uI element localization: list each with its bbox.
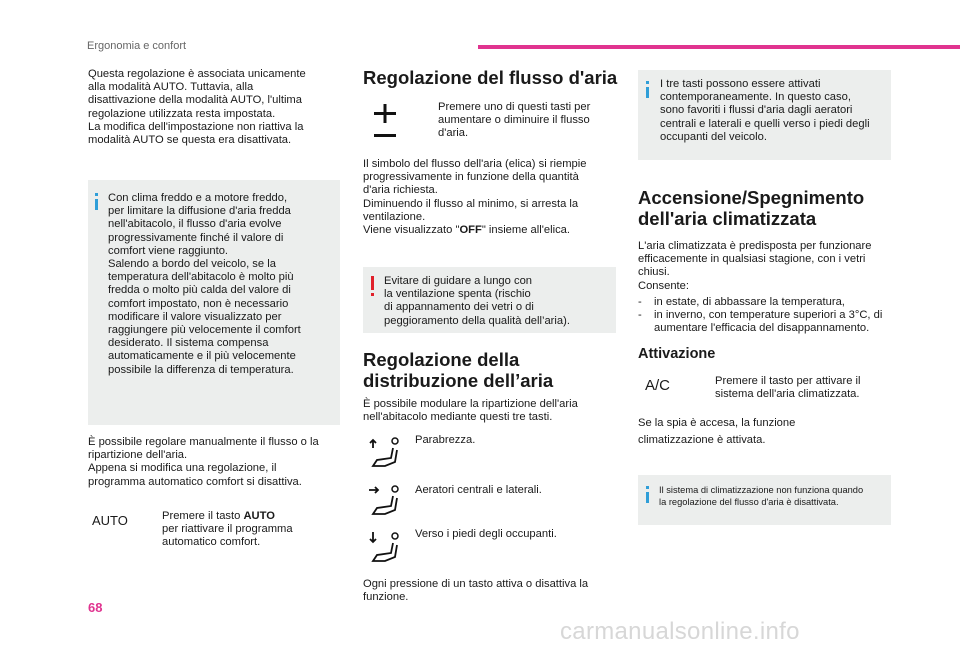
text-line: comfort viene raggiunto. [108, 244, 229, 257]
text-line: contemporaneamente. In questo caso, [660, 91, 851, 104]
info-icon [95, 193, 98, 196]
text-line: la ventilazione spenta (rischio [384, 288, 531, 301]
text-line: ripartizione dell'aria. [88, 449, 188, 462]
text-line: " insieme all'elica. [481, 224, 570, 237]
text-line: sistema dell'aria climatizzata. [715, 388, 860, 401]
text-line: disattivazione della modalità AUTO, l'ultima [88, 94, 302, 107]
text-line: raggiungere più velocemente il comfort [108, 324, 301, 337]
text-line: aumentare l'efficacia del disappannamento. [654, 322, 870, 335]
heading-line: Accensione/Spegnimento [638, 187, 865, 208]
watermark: carmanualsonline.info [560, 618, 800, 645]
text-line: Questa regolazione è associata unicamente [88, 68, 306, 80]
text-line: La modifica dell'impostazione non riattiva la [88, 120, 304, 133]
list-item: - in estate, di abbassare la temperatura, [638, 296, 898, 309]
auto-instruction [162, 510, 342, 550]
text-line: regolazione utilizzata resta impostata. [88, 107, 276, 120]
ac-button-label: A/C [645, 377, 671, 394]
heading-ac-on-off [638, 187, 864, 229]
text-line: Premere uno di questi tasti per [438, 101, 591, 113]
text-line: climatizzazione è attivata. [638, 434, 766, 446]
text-line: efficacemente in qualsiasi stagione, con i vetri [638, 253, 866, 266]
text-line: Il sistema di climatizzazione non funziona quando [659, 485, 864, 495]
text-line: sono favoriti i flussi d'aria dagli aeratori [660, 104, 853, 117]
text-line: Ogni pressione di un tasto attiva o disattiva la [363, 578, 589, 590]
text-line: nell'abitacolo mediante questi tre tasti. [363, 411, 553, 424]
text-line: I tre tasti possono essere attivati [660, 78, 821, 90]
warning-box-ventilation [363, 267, 616, 333]
text-line: Consente: [638, 279, 689, 292]
warning-icon [371, 276, 374, 290]
list-item: - in inverno, con temperature superiori a 3°C, di aumentare l'efficacia del disappannamento. [638, 309, 898, 335]
text-line: Appena si modifica una regolazione, il [88, 462, 277, 475]
text-line: di appannamento dei vetri o di [384, 301, 534, 314]
distribution-item-windscreen: Parabrezza. [415, 434, 476, 446]
manual-paragraph [88, 436, 343, 489]
ac-benefits-list [638, 296, 898, 336]
note-box-ac-airflow [638, 475, 891, 525]
text-line: L'aria climatizzata è predisposta per funzionare [638, 240, 872, 252]
text-line: in estate, di abbassare la temperatura, [654, 296, 845, 308]
text-line: peggioramento della qualità dell’aria). [384, 314, 570, 327]
distribution-item-feet: Verso i piedi degli occupanti. [415, 528, 557, 540]
text-line: progressivamente finché il valore di [108, 231, 284, 244]
text-line: temperatura dell'abitacolo è molto più [108, 271, 294, 284]
section-title: Ergonomia e confort [87, 40, 187, 52]
text-line: Salendo a bordo del veicolo, se la [108, 258, 276, 271]
text-line: programma automatico comfort si disattiva. [88, 475, 302, 488]
text-line: ventilazione. [363, 210, 426, 223]
flow-instruction [438, 101, 618, 141]
auto-button-label: AUTO [92, 513, 128, 528]
heading-air-flow: Regolazione del flusso d'aria [363, 67, 618, 88]
text-line: aumentare o diminuire il flusso [438, 114, 590, 127]
text-line: automaticamente e il più velocemente [108, 350, 296, 363]
header-accent-bar [478, 45, 960, 49]
flow-plus-minus-icon [369, 103, 401, 141]
text-line: Viene visualizzato " [363, 224, 460, 237]
page-number: 68 [88, 600, 103, 615]
text-line: desiderato. Il sistema compensa [108, 337, 269, 350]
heading-line: dell'aria climatizzata [638, 208, 817, 229]
warning-icon-dot [371, 293, 374, 296]
text-line: automatico comfort. [162, 536, 261, 549]
text-line: modalità AUTO se questa era disattivata. [88, 134, 292, 147]
text-line: d'aria. [438, 127, 469, 140]
text-line: È possibile modulare la ripartizione dell'aria [363, 398, 578, 410]
flow-description [363, 158, 618, 237]
heading-line: distribuzione dell’aria [363, 370, 554, 391]
info-icon-bar [646, 87, 649, 98]
text-line: nell'abitacolo, il flusso d'aria evolve [108, 218, 282, 231]
text-line: chiusi. [638, 266, 670, 279]
text-line: progressivamente in funzione della quantità [363, 171, 579, 184]
info-icon [646, 81, 649, 84]
ac-instruction [715, 375, 895, 401]
text-line: Se la spia è accesa, la funzione [638, 417, 796, 429]
text-line: Diminuendo il flusso al minimo, si arresta la [363, 197, 579, 210]
distribution-item-central-vents: Aeratori centrali e laterali. [415, 484, 542, 496]
text-line: Con clima freddo e a motore freddo, [108, 192, 288, 204]
info-box-three-buttons [638, 70, 891, 160]
heading-activation: Attivazione [638, 346, 716, 362]
off-keyword: OFF [459, 224, 482, 237]
text-line: Evitare di guidare a lungo con [384, 275, 533, 287]
text-line: funzione. [363, 591, 409, 604]
ac-lamp-text [638, 415, 898, 449]
text-line: È possibile regolare manualmente il flusso o la [88, 436, 319, 448]
text-line: per limitare la diffusione d'aria fredda [108, 205, 291, 218]
face-vent-seat-icon [367, 484, 401, 518]
heading-air-distribution [363, 349, 553, 391]
text-line: d'aria richiesta. [363, 184, 438, 197]
info-box-cold-weather [88, 180, 340, 425]
text-line: centrali e laterali e quelli verso i piedi degli [660, 117, 870, 130]
intro-paragraph [88, 68, 343, 147]
text-line: Premere il tasto [162, 510, 244, 522]
text-line: in inverno, con temperature superiori a 3°C, di [654, 309, 883, 322]
text-line: fredda o molto più calda del valore di [108, 284, 291, 297]
distribution-intro [363, 398, 618, 424]
text-line: Premere il tasto per attivare il [715, 375, 861, 387]
auto-keyword: AUTO [243, 510, 275, 522]
text-line: per riattivare il programma [162, 523, 293, 536]
text-line: alla modalità AUTO. Tuttavia, alla [88, 81, 254, 94]
foot-vent-seat-icon [367, 530, 401, 566]
text-line: modificare il valore visualizzato per [108, 310, 282, 323]
distribution-footer [363, 578, 618, 604]
text-line: la regolazione del flusso d'aria è disattivata. [659, 497, 839, 507]
heading-line: Regolazione della [363, 349, 520, 370]
text-line: Il simbolo del flusso dell'aria (elica) si riempie [363, 158, 587, 170]
text-line: comfort impostato, non è necessario [108, 297, 289, 310]
ac-intro [638, 240, 898, 293]
info-icon [646, 486, 649, 489]
windscreen-seat-icon [367, 436, 401, 470]
text-line: occupanti del veicolo. [660, 130, 767, 143]
info-icon-bar [95, 199, 98, 210]
info-icon-bar [646, 492, 649, 503]
text-line: possibile la differenza di temperatura. [108, 363, 294, 376]
